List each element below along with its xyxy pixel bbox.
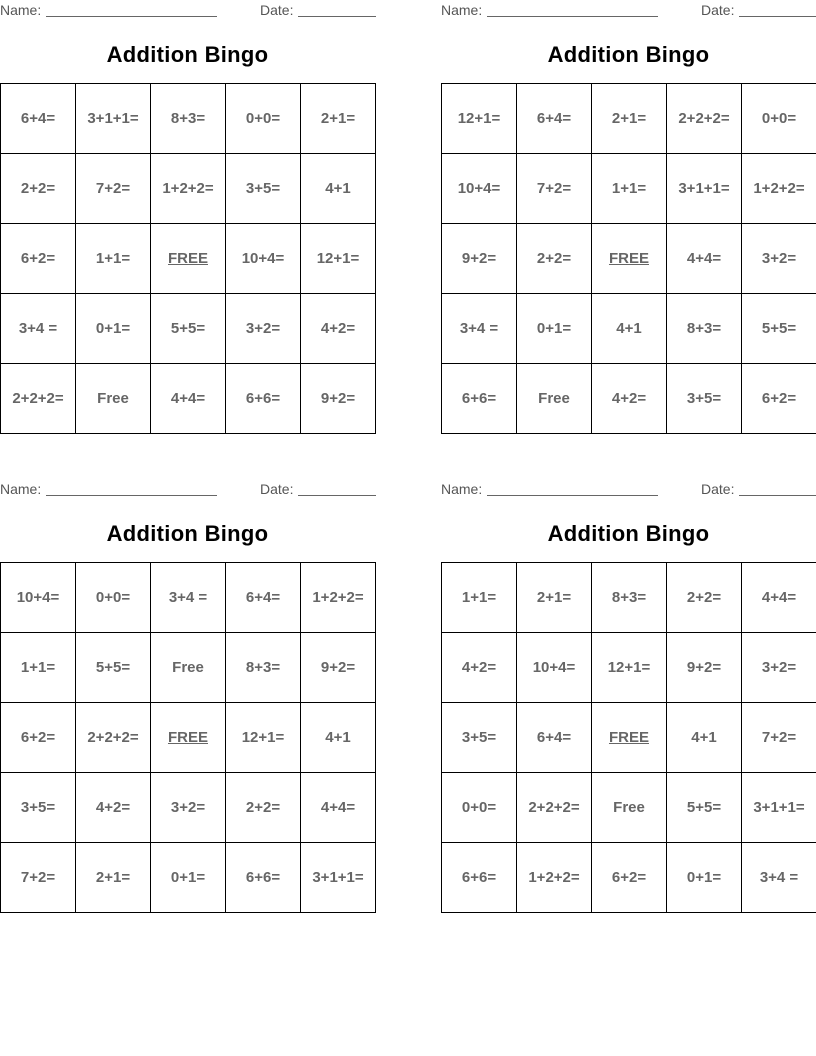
bingo-grid — [0, 562, 376, 913]
bingo-cell: Free — [151, 633, 226, 703]
bingo-cell: 4+4= — [151, 364, 226, 434]
bingo-cell: 0+0= — [76, 563, 151, 633]
bingo-cell: 6+4= — [1, 84, 76, 154]
bingo-cell: 6+2= — [742, 364, 816, 434]
bingo-cell: 0+0= — [442, 773, 517, 843]
bingo-row — [442, 84, 816, 154]
bingo-cell: 3+5= — [226, 154, 301, 224]
bingo-cell: 8+3= — [592, 563, 667, 633]
bingo-cell: 1+2+2= — [301, 563, 376, 633]
bingo-cell: 3+2= — [742, 224, 816, 294]
bingo-cell: 10+4= — [442, 154, 517, 224]
bingo-cell: 4+4= — [667, 224, 742, 294]
free-space-cell: FREE — [592, 224, 667, 294]
date-label: Date: — [701, 481, 735, 497]
bingo-cell: 7+2= — [76, 154, 151, 224]
bingo-cell: 1+2+2= — [517, 843, 592, 913]
bingo-row — [442, 633, 816, 703]
bingo-cell: 4+2= — [301, 294, 376, 364]
bingo-cell: 1+2+2= — [151, 154, 226, 224]
bingo-cell: 6+6= — [442, 843, 517, 913]
name-line — [487, 495, 658, 496]
bingo-cell: 3+1+1= — [76, 84, 151, 154]
bingo-cell: 2+2+2= — [517, 773, 592, 843]
bingo-row — [1, 294, 376, 364]
bingo-cell: 4+4= — [301, 773, 376, 843]
bingo-row — [1, 364, 376, 434]
bingo-cell: 2+2= — [1, 154, 76, 224]
bingo-cell: 2+1= — [301, 84, 376, 154]
bingo-card — [0, 0, 375, 407]
bingo-row — [442, 703, 816, 773]
bingo-cell: 9+2= — [667, 633, 742, 703]
bingo-cell: 6+6= — [226, 843, 301, 913]
bingo-cell: 3+4 = — [151, 563, 226, 633]
bingo-cell: 0+1= — [517, 294, 592, 364]
bingo-cell: 0+1= — [667, 843, 742, 913]
bingo-row — [1, 563, 376, 633]
bingo-cell: Free — [517, 364, 592, 434]
bingo-cell: 6+2= — [1, 224, 76, 294]
bingo-row — [1, 154, 376, 224]
bingo-cell: 1+1= — [76, 224, 151, 294]
bingo-cell: 1+1= — [1, 633, 76, 703]
card-title: Addition Bingo — [547, 42, 710, 67]
bingo-cell: 4+2= — [592, 364, 667, 434]
bingo-cell: 6+6= — [442, 364, 517, 434]
name-line — [46, 495, 217, 496]
bingo-row — [1, 633, 376, 703]
bingo-cell: 4+1 — [301, 703, 376, 773]
bingo-row — [1, 224, 376, 294]
bingo-cell: 4+2= — [76, 773, 151, 843]
card-title: Addition Bingo — [547, 521, 710, 546]
bingo-grid — [441, 562, 816, 913]
bingo-card — [0, 479, 375, 886]
bingo-cell: 12+1= — [301, 224, 376, 294]
bingo-row — [442, 364, 816, 434]
bingo-cell: 3+5= — [667, 364, 742, 434]
bingo-row — [442, 563, 816, 633]
card-title: Addition Bingo — [106, 42, 269, 67]
date-label: Date: — [701, 2, 735, 18]
bingo-cell: 10+4= — [517, 633, 592, 703]
bingo-card — [441, 0, 816, 407]
bingo-card — [441, 479, 816, 886]
bingo-cell: 8+3= — [667, 294, 742, 364]
bingo-row — [442, 773, 816, 843]
bingo-cell: 6+2= — [1, 703, 76, 773]
date-line — [298, 495, 376, 496]
bingo-cell: 2+2+2= — [76, 703, 151, 773]
name-label: Name: — [0, 481, 42, 497]
bingo-cell: 8+3= — [226, 633, 301, 703]
bingo-row — [1, 84, 376, 154]
bingo-row — [442, 154, 816, 224]
bingo-row — [442, 224, 816, 294]
bingo-cell: 2+2+2= — [1, 364, 76, 434]
bingo-cell: 4+1 — [301, 154, 376, 224]
date-line — [298, 16, 376, 17]
bingo-cell: 3+1+1= — [667, 154, 742, 224]
bingo-cell: 6+2= — [592, 843, 667, 913]
bingo-cell: 3+5= — [442, 703, 517, 773]
bingo-cell: 5+5= — [151, 294, 226, 364]
bingo-cell: 3+4 = — [742, 843, 816, 913]
bingo-cell: 1+1= — [442, 563, 517, 633]
bingo-cell: 7+2= — [517, 154, 592, 224]
bingo-cell: Free — [76, 364, 151, 434]
bingo-cell: 8+3= — [151, 84, 226, 154]
bingo-cell: 4+4= — [742, 563, 816, 633]
bingo-cell: 4+1 — [592, 294, 667, 364]
bingo-cell: 5+5= — [76, 633, 151, 703]
bingo-row — [1, 843, 376, 913]
bingo-row — [1, 703, 376, 773]
card-header — [0, 0, 375, 20]
bingo-row — [442, 294, 816, 364]
bingo-cell: 12+1= — [592, 633, 667, 703]
card-header — [441, 479, 816, 499]
bingo-cell: 2+2= — [226, 773, 301, 843]
bingo-cell: 10+4= — [226, 224, 301, 294]
free-space-cell: FREE — [151, 224, 226, 294]
date-label: Date: — [260, 481, 294, 497]
bingo-cell: 2+2= — [517, 224, 592, 294]
bingo-cell: 9+2= — [301, 364, 376, 434]
bingo-cell: 0+0= — [226, 84, 301, 154]
bingo-cell: 3+4 = — [442, 294, 517, 364]
bingo-cell: 6+6= — [226, 364, 301, 434]
bingo-cell: 12+1= — [226, 703, 301, 773]
name-label: Name: — [441, 481, 483, 497]
card-header — [441, 0, 816, 20]
bingo-cell: 2+2= — [667, 563, 742, 633]
bingo-cell: Free — [592, 773, 667, 843]
name-label: Name: — [0, 2, 42, 18]
bingo-cell: 2+2+2= — [667, 84, 742, 154]
bingo-cell: 2+1= — [76, 843, 151, 913]
bingo-cell: 6+4= — [517, 703, 592, 773]
bingo-cell: 9+2= — [442, 224, 517, 294]
bingo-grid — [441, 83, 816, 434]
bingo-cell: 9+2= — [301, 633, 376, 703]
bingo-cell: 3+5= — [1, 773, 76, 843]
bingo-cell: 3+4 = — [1, 294, 76, 364]
card-header — [0, 479, 375, 499]
bingo-cell: 3+2= — [151, 773, 226, 843]
bingo-cell: 7+2= — [1, 843, 76, 913]
name-line — [487, 16, 658, 17]
bingo-cell: 1+1= — [592, 154, 667, 224]
free-space-cell: FREE — [592, 703, 667, 773]
bingo-cell: 4+1 — [667, 703, 742, 773]
card-title: Addition Bingo — [106, 521, 269, 546]
bingo-cell: 4+2= — [442, 633, 517, 703]
bingo-cell: 3+1+1= — [301, 843, 376, 913]
bingo-cell: 1+2+2= — [742, 154, 816, 224]
date-line — [739, 16, 816, 17]
bingo-row — [1, 773, 376, 843]
name-label: Name: — [441, 2, 483, 18]
bingo-cell: 0+1= — [151, 843, 226, 913]
bingo-cell: 0+0= — [742, 84, 816, 154]
bingo-cell: 5+5= — [742, 294, 816, 364]
bingo-cell: 3+1+1= — [742, 773, 816, 843]
name-line — [46, 16, 217, 17]
bingo-grid — [0, 83, 376, 434]
bingo-cell: 2+1= — [517, 563, 592, 633]
bingo-cell: 6+4= — [517, 84, 592, 154]
bingo-cell: 7+2= — [742, 703, 816, 773]
free-space-cell: FREE — [151, 703, 226, 773]
bingo-cell: 3+2= — [742, 633, 816, 703]
bingo-cell: 2+1= — [592, 84, 667, 154]
bingo-cell: 6+4= — [226, 563, 301, 633]
date-line — [739, 495, 816, 496]
bingo-row — [442, 843, 816, 913]
bingo-cell: 0+1= — [76, 294, 151, 364]
bingo-cell: 12+1= — [442, 84, 517, 154]
bingo-cell: 5+5= — [667, 773, 742, 843]
bingo-cell: 3+2= — [226, 294, 301, 364]
bingo-cell: 10+4= — [1, 563, 76, 633]
date-label: Date: — [260, 2, 294, 18]
